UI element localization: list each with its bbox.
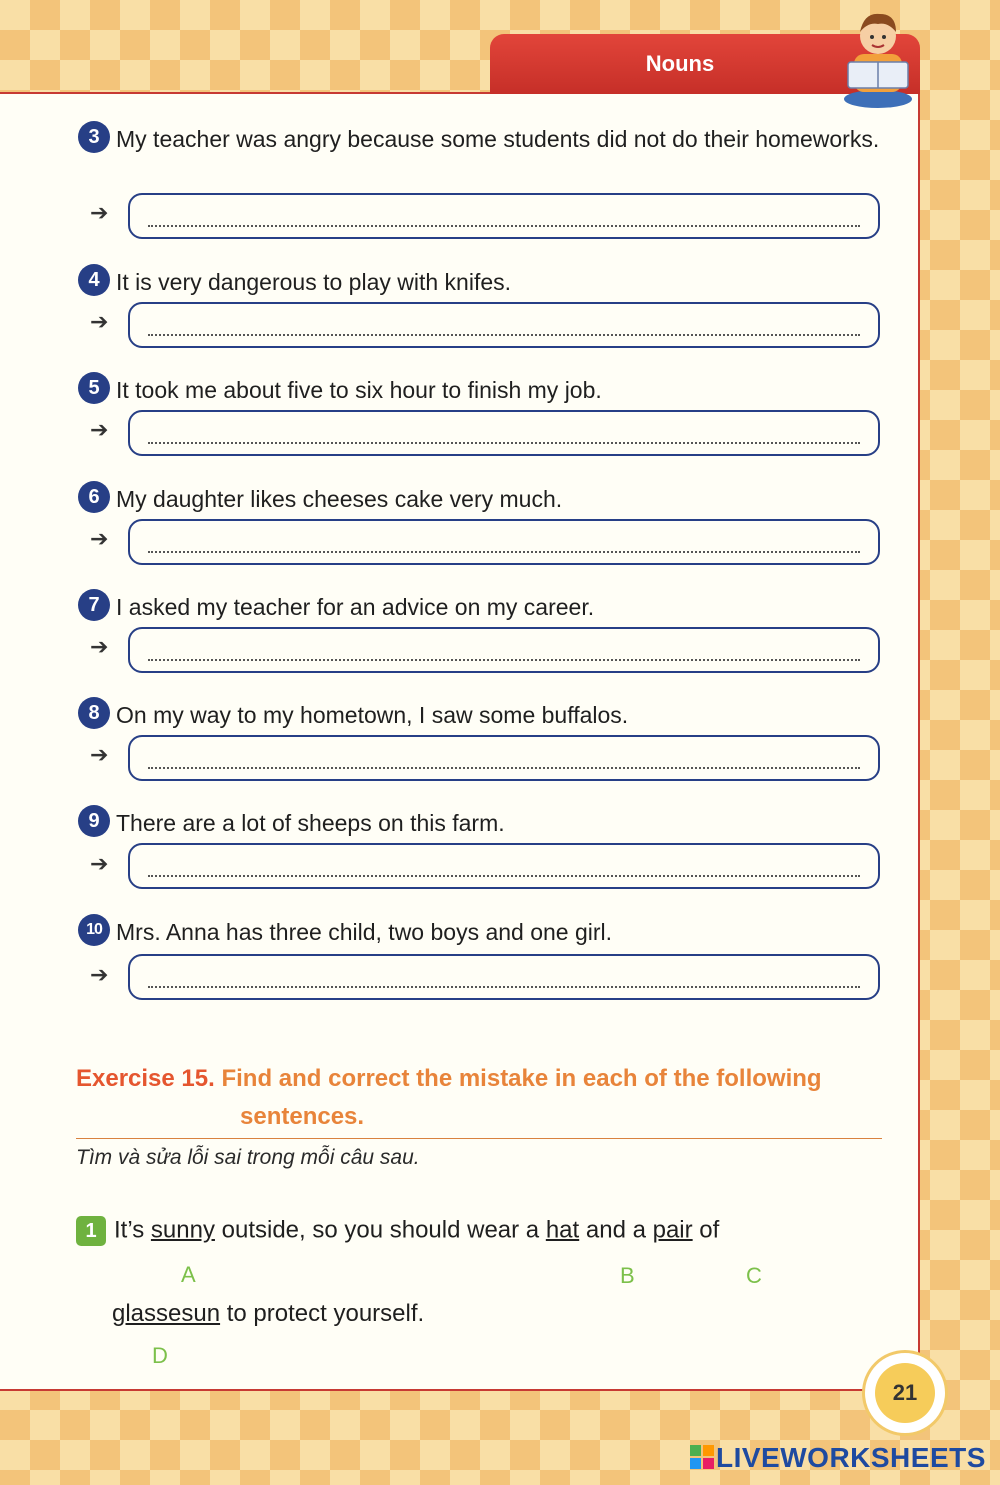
item-text: to protect yourself. — [220, 1300, 425, 1327]
answer-field-10[interactable] — [128, 954, 880, 1000]
arrow-icon: ➔ — [90, 962, 109, 987]
item-text: It’s — [114, 1216, 151, 1244]
question-7 — [78, 588, 888, 624]
question-text: It took me about five to six hour to finish my job. — [116, 376, 602, 403]
question-text: Mrs. Anna has three child, two boys and one girl. — [116, 918, 613, 945]
item-text: outside, so you should wear a — [214, 1216, 546, 1244]
exercise-item-1 — [76, 1216, 886, 1246]
question-number: 10 — [78, 914, 110, 946]
question-text: My daughter likes cheeses cake very much. — [116, 485, 563, 512]
question-text: I asked my teacher for an advice on my career. — [116, 593, 595, 620]
exercise-label: Exercise 15. — [76, 1065, 215, 1092]
choice-c-word[interactable]: pair — [652, 1216, 693, 1244]
arrow-icon: ➔ — [90, 742, 109, 767]
question-number: 8 — [78, 697, 110, 729]
choice-a-word[interactable]: sunny — [150, 1216, 215, 1244]
divider — [76, 1138, 882, 1139]
question-5 — [78, 371, 888, 407]
question-text: On my way to my hometown, I saw some buffalos. — [116, 701, 629, 728]
arrow-icon: ➔ — [90, 200, 109, 225]
page-number-badge — [862, 1350, 948, 1436]
question-number: 4 — [78, 264, 110, 296]
answer-field-5[interactable] — [128, 410, 880, 456]
choice-b-label: B — [620, 1263, 635, 1288]
exercise-title — [76, 1060, 886, 1136]
question-number: 3 — [78, 121, 110, 153]
arrow-icon: ➔ — [90, 634, 109, 659]
exercise-item-1-cont — [112, 1300, 424, 1328]
choice-d-label: D — [152, 1343, 168, 1368]
exercise-instruction-cont: sentences. — [240, 1103, 365, 1130]
exercise-subtitle: Tìm và sửa lỗi sai trong mỗi câu sau. — [76, 1146, 420, 1169]
choice-d-word[interactable]: glassesun — [112, 1300, 221, 1327]
question-6 — [78, 480, 888, 516]
answer-field-6[interactable] — [128, 519, 880, 565]
choice-a-label: A — [181, 1262, 196, 1287]
question-number: 6 — [78, 481, 110, 513]
arrow-icon: ➔ — [90, 526, 109, 551]
answer-field-7[interactable] — [128, 627, 880, 673]
question-number: 7 — [78, 589, 110, 621]
item-text: of — [692, 1216, 720, 1244]
page-number: 21 — [875, 1363, 935, 1423]
question-text: It is very dangerous to play with knifes. — [116, 268, 512, 295]
answer-field-4[interactable] — [128, 302, 880, 348]
arrow-icon: ➔ — [90, 851, 109, 876]
brand-footer — [690, 1442, 986, 1474]
choice-c-label: C — [746, 1263, 762, 1288]
brand-name: LIVEWORKSHEETS — [716, 1442, 986, 1473]
question-text: There are a lot of sheeps on this farm. — [116, 809, 505, 836]
arrow-icon: ➔ — [90, 309, 109, 334]
question-9 — [78, 804, 888, 840]
answer-field-9[interactable] — [128, 843, 880, 889]
question-3 — [78, 120, 888, 156]
choice-b-word[interactable]: hat — [545, 1216, 580, 1244]
arrow-icon: ➔ — [90, 417, 109, 442]
question-number: 9 — [78, 805, 110, 837]
answer-field-8[interactable] — [128, 735, 880, 781]
question-number: 5 — [78, 372, 110, 404]
exercise-instruction: Find and correct the mistake in each of the following — [221, 1065, 822, 1092]
section-title: Nouns — [645, 51, 715, 76]
answer-field-3[interactable] — [128, 193, 880, 239]
question-8 — [78, 696, 888, 732]
question-4 — [78, 263, 888, 299]
item-text: and a — [579, 1216, 653, 1244]
item-number: 1 — [76, 1216, 106, 1246]
reading-boy-icon — [838, 4, 918, 108]
question-10 — [78, 913, 888, 949]
liveworksheets-logo-icon — [690, 1445, 714, 1469]
question-text: My teacher was angry because some students did not do their homeworks. — [116, 125, 880, 152]
